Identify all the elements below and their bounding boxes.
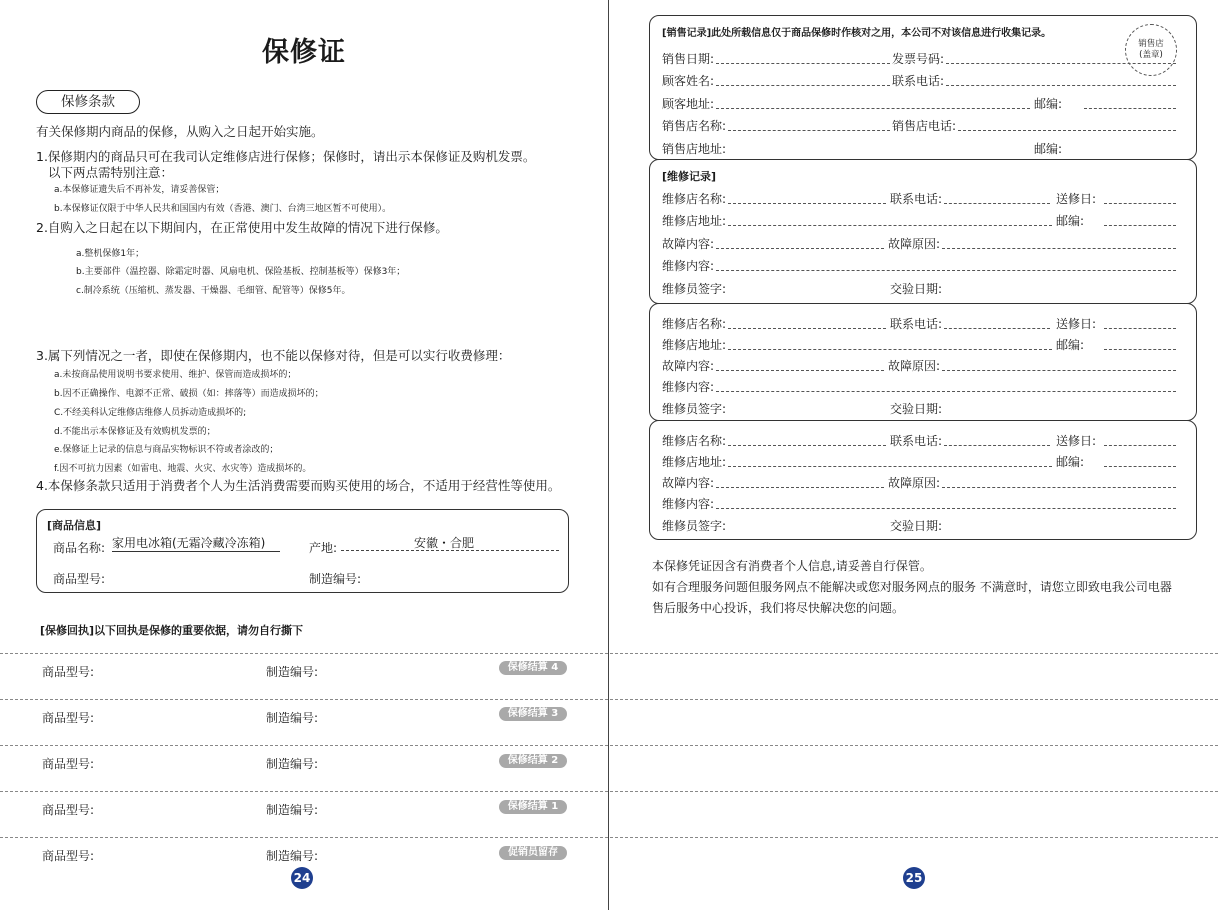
stub-serial: 制造编号: [266,711,319,725]
repair-store-label: 维修店名称: [662,434,727,448]
sales-date-label: 销售日期: [662,52,715,66]
stub-model: 商品型号: [42,849,95,863]
store-phone-label: 销售店电话: [892,119,957,133]
stub-serial: 制造编号: [266,665,319,679]
clause-1: 1.保修期内的商品只可在我司认定维修店进行保修；保修时，请出示本保修证及购机发票。 [36,149,536,164]
clause-3-c: C.不经美科认定维修店维修人员拆动造成损坏的; [54,408,247,418]
repair-header: [维修记录] [662,170,717,183]
repair-zip-label: 邮编: [1056,214,1085,228]
send-date-label: 送修日: [1056,317,1097,331]
repair-address-label: 维修店地址: [662,214,727,228]
clause-1-note: 以下两点需特别注意： [48,165,174,180]
stub-serial: 制造编号: [266,757,319,771]
signature-label: 维修员签字: [662,519,727,533]
stub-tag: 保修结算 3 [499,707,567,721]
stamp-line2: (盖章) [1139,50,1163,60]
clause-1-a: a.本保修证遗失后不再补发，请妥善保管； [54,185,225,195]
check-date-label: 交验日期: [890,402,943,416]
stub-model: 商品型号: [42,711,95,725]
clause-4: 4.本保修条款只适用于消费者个人为生活消费需要而购买使用的场合，不适用于经营性等使用。 [36,478,561,493]
stub-model: 商品型号: [42,803,95,817]
clause-1-b: b.本保修证仅限于中华人民共和国国内有效（香港、澳门、台湾三地区暂不可使用）。 [54,204,392,214]
clause-3-b: b.因不正确操作、电源不正常、破损（如：摔落等）而造成损坏的； [54,389,324,399]
repair-address-label: 维修店地址: [662,338,727,352]
stub-model: 商品型号: [42,757,95,771]
stub-serial: 制造编号: [266,849,319,863]
product-name-label: 商品名称: [53,541,106,555]
serial-label: 制造编号: [309,572,362,586]
cut-line [0,837,1218,838]
product-info-box [36,509,569,593]
origin-label: 产地: [309,541,338,555]
page-divider [608,0,609,910]
send-date-label: 送修日: [1056,192,1097,206]
clause-3-f: f.因不可抗力因素（如雷电、地震、火灾、水灾等）造成损坏的。 [54,464,312,474]
signature-label: 维修员签字: [662,282,727,296]
section-heading: 保修条款 [36,90,140,114]
receipt-note: [保修回执]以下回执是保修的重要依据，请勿自行撕下 [40,624,304,637]
clause-2: 2.自购入之日起在以下期间内，在正常使用中发生故障的情况下进行保修。 [36,220,448,235]
repair-address-label: 维修店地址: [662,455,727,469]
origin-value: 安徽・合肥 [414,536,475,550]
fault-label: 故障内容: [662,237,715,251]
invoice-label: 发票号码: [892,52,945,66]
check-date-label: 交验日期: [890,282,943,296]
intro-text: 有关保修期内商品的保修，从购入之日起开始实施。 [36,124,324,139]
stub-serial: 制造编号: [266,803,319,817]
fault-label: 故障内容: [662,476,715,490]
clause-2-b: b.主要部件（温控器、除霜定时器、风扇电机、保险基板、控制基板等）保修3年； [76,267,406,277]
content-label: 维修内容: [662,497,715,511]
stub-tag: 保修结算 2 [499,754,567,768]
cut-line [0,791,1218,792]
customer-zip-label: 邮编: [1034,97,1063,111]
customer-address-label: 顾客地址: [662,97,715,111]
repair-phone-label: 联系电话: [890,192,943,206]
clause-3: 3.属下列情况之一者，即使在保修期内，也不能以保修对待，但是可以实行收费修理： [36,348,511,363]
clause-3-e: e.保修证上记录的信息与商品实物标识不符或者涂改的； [54,445,279,455]
cut-line [0,745,1218,746]
cause-label: 故障原因: [888,359,941,373]
repair-zip-label: 邮编: [1056,338,1085,352]
store-address-label: 销售店地址: [662,142,727,156]
sales-header: [销售记录]此处所载信息仅于商品保修时作核对之用，本公司不对该信息进行收集记录。 [662,28,1052,39]
clause-3-d: d.不能出示本保修证及有效购机发票的； [54,427,216,437]
stamp-line1: 销售店 [1138,39,1164,49]
product-name-value: 家用电冰箱(无霜冷藏冷冻箱) [112,534,280,552]
cause-label: 故障原因: [888,476,941,490]
check-date-label: 交验日期: [890,519,943,533]
cause-label: 故障原因: [888,237,941,251]
stub-tag: 保修结算 1 [499,800,567,814]
repair-store-label: 维修店名称: [662,317,727,331]
repair-record-box [649,303,1197,421]
repair-phone-label: 联系电话: [890,434,943,448]
cut-line [0,653,1218,654]
signature-label: 维修员签字: [662,402,727,416]
store-zip-label: 邮编: [1034,142,1063,156]
customer-phone-label: 联系电话: [892,74,945,88]
repair-record-box [649,159,1197,304]
clause-3-a: a.未按商品使用说明书要求使用、维护、保管而造成损坏的； [54,370,297,380]
sales-record-box [649,15,1197,160]
repair-record-box [649,420,1197,540]
repair-phone-label: 联系电话: [890,317,943,331]
privacy-note: 本保修凭证因含有消费者个人信息,请妥善自行保管。 [652,559,932,573]
content-label: 维修内容: [662,380,715,394]
page-number: 25 [903,867,925,889]
fault-label: 故障内容: [662,359,715,373]
stub-tag: 促销员留存 [499,846,567,860]
complaint-note: 如有合理服务问题但服务网点不能解决或您对服务网点的服务 不满意时，请您立即致电我公司电器售后服务中心投诉，我们将尽快解决您的问题。 [652,580,1172,615]
content-label: 维修内容: [662,259,715,273]
clause-2-a: a.整机保修1年； [76,249,145,259]
repair-store-label: 维修店名称: [662,192,727,206]
product-info-header: [商品信息] [47,519,102,532]
cut-line [0,699,1218,700]
store-name-label: 销售店名称: [662,119,727,133]
stub-tag: 保修结算 4 [499,661,567,675]
repair-zip-label: 邮编: [1056,455,1085,469]
page-title: 保修证 [262,37,346,68]
clause-2-c: c.制冷系统（压缩机、蒸发器、干燥器、毛细管、配管等）保修5年。 [76,286,351,296]
page-number: 24 [291,867,313,889]
stub-model: 商品型号: [42,665,95,679]
model-label: 商品型号: [53,572,106,586]
customer-label: 顾客姓名: [662,74,715,88]
send-date-label: 送修日: [1056,434,1097,448]
